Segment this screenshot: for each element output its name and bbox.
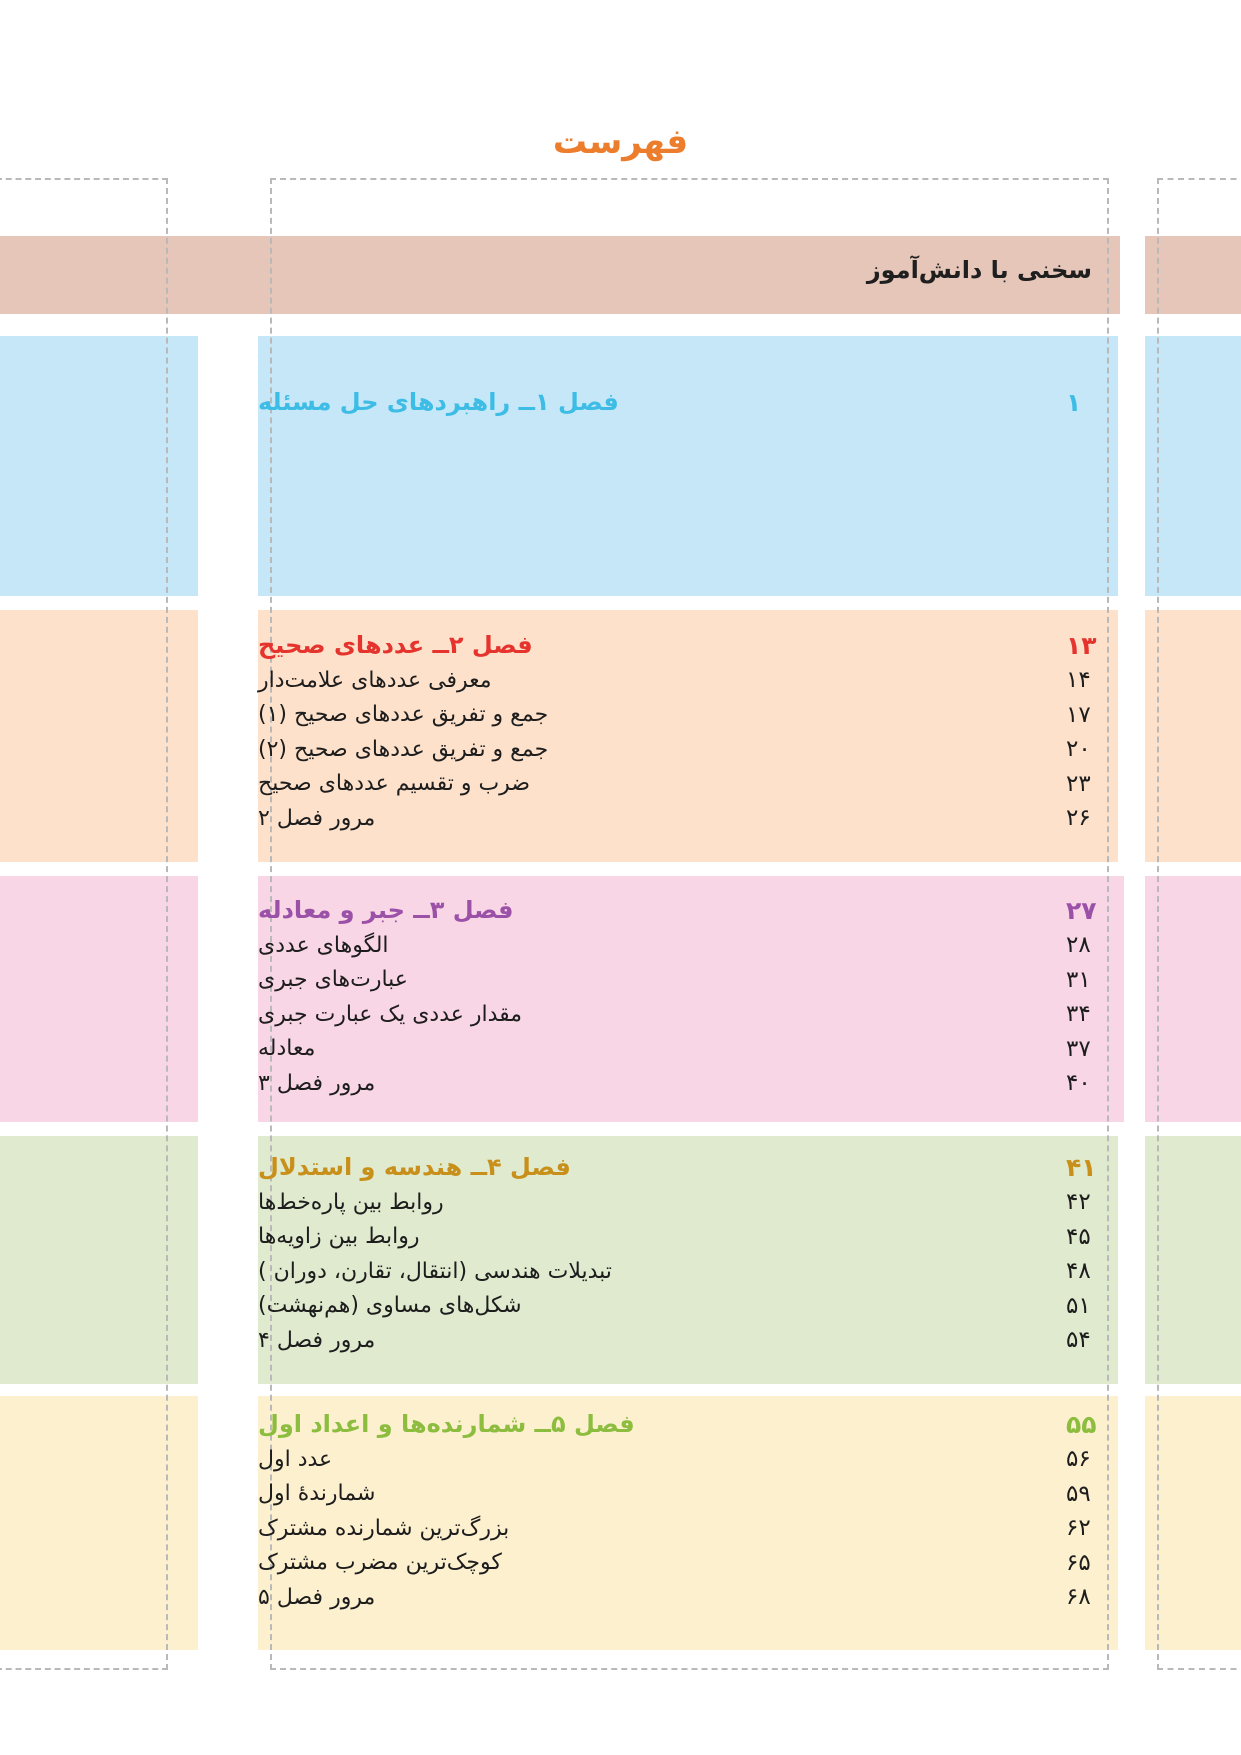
chapter-3	[258, 892, 1097, 1101]
toc-entry-page: ۵۶	[1066, 1446, 1091, 1473]
toc-entry-page: ۵۱	[1066, 1292, 1091, 1319]
ch1-band-left	[0, 336, 198, 596]
toc-entry-page: ۶۵	[1066, 1549, 1091, 1576]
chapter-heading-row[interactable]	[258, 1149, 1097, 1185]
toc-entry-title: مرور فصل ۴	[258, 1327, 376, 1353]
toc-entry[interactable]	[258, 1323, 1094, 1358]
toc-entry[interactable]	[258, 732, 1094, 767]
toc-entry[interactable]	[258, 1442, 1094, 1477]
toc-entry-title: جمع و تفریق عددهای صحیح (۱)	[258, 702, 549, 728]
ch3-band-left	[0, 876, 198, 1122]
toc-entry-title: شکل‌های مساوی (هم‌نهشت)	[258, 1293, 522, 1319]
chapter-title: فصل ۳ــ جبر و معادله	[258, 896, 514, 924]
intro-heading: سخنی با دانش‌آموز	[866, 256, 1092, 284]
toc-entry-page: ۲۳	[1066, 770, 1091, 797]
chapter-1	[258, 384, 1094, 420]
chapter-page-number: ۱۳	[1066, 630, 1097, 660]
ch2-band-left	[0, 610, 198, 862]
toc-entry-page: ۲۰	[1066, 736, 1091, 763]
toc-entry[interactable]	[258, 1546, 1094, 1581]
toc-entry-page: ۴۰	[1066, 1070, 1091, 1097]
toc-entry[interactable]	[258, 1511, 1094, 1546]
toc-entry-title: ضرب و تقسیم عددهای صحیح	[258, 771, 531, 797]
toc-entry[interactable]	[258, 997, 1094, 1032]
toc-entry-page: ۳۴	[1066, 1001, 1091, 1028]
chapter-heading-row[interactable]	[258, 384, 1094, 420]
toc-entry-title: عبارت‌های جبری	[258, 967, 408, 993]
ch1-band-main	[258, 336, 1118, 596]
ch1-band-right	[1145, 336, 1241, 596]
chapter-page-number: ۱	[1066, 387, 1082, 417]
chapter-heading-row[interactable]	[258, 627, 1097, 663]
toc-entry-title: معادله	[258, 1036, 316, 1062]
chapter-title: فصل ۱ــ راهبردهای حل مسئله	[258, 388, 619, 416]
chapter-5	[258, 1406, 1097, 1615]
toc-entry-page: ۳۷	[1066, 1035, 1091, 1062]
toc-entry[interactable]	[258, 1220, 1094, 1255]
toc-entry-title: مرور فصل ۳	[258, 1070, 376, 1096]
toc-entry-page: ۲۶	[1066, 805, 1091, 832]
intro-band-right	[1145, 236, 1241, 314]
chapter-title: فصل ۵ــ شمارنده‌ها و اعداد اول	[258, 1410, 635, 1438]
toc-entry[interactable]	[258, 698, 1094, 733]
ch5-band-right	[1145, 1396, 1241, 1650]
toc-entry-title: عدد اول	[258, 1446, 333, 1472]
toc-entry-page: ۱۷	[1066, 701, 1091, 728]
toc-entry-page: ۶۸	[1066, 1584, 1091, 1611]
toc-entry-title: کوچک‌ترین مضرب مشترک	[258, 1550, 502, 1576]
toc-entry-title: شمارندهٔ اول	[258, 1481, 376, 1507]
toc-entry-page: ۴۲	[1066, 1189, 1091, 1216]
toc-entry-title: معرفی عددهای علامت‌دار	[258, 667, 492, 693]
toc-entry[interactable]	[258, 1032, 1094, 1067]
toc-entry-page: ۳۱	[1066, 966, 1091, 993]
toc-entry[interactable]	[258, 963, 1094, 998]
toc-entry[interactable]	[258, 1477, 1094, 1512]
ch4-band-right	[1145, 1136, 1241, 1384]
toc-entry[interactable]	[258, 767, 1094, 802]
toc-entry-page: ۲۸	[1066, 932, 1091, 959]
toc-entry-title: روابط بین زاویه‌ها	[258, 1224, 420, 1250]
chapter-4	[258, 1149, 1097, 1358]
toc-entry-page: ۱۴	[1066, 667, 1091, 694]
toc-entry[interactable]	[258, 928, 1094, 963]
chapter-page-number: ۲۷	[1066, 895, 1097, 925]
toc-entry-title: تبدیلات هندسی (انتقال، تقارن، دوران )	[258, 1258, 612, 1284]
toc-entry[interactable]	[258, 1066, 1094, 1101]
toc-entry[interactable]	[258, 801, 1094, 836]
chapter-heading-row[interactable]	[258, 892, 1097, 928]
ch3-band-right	[1145, 876, 1241, 1122]
toc-entry-title: الگوهای عددی	[258, 932, 389, 958]
toc-entry-page: ۴۸	[1066, 1258, 1091, 1285]
toc-entry-title: روابط بین پاره‌خط‌ها	[258, 1189, 444, 1215]
toc-entry-title: جمع و تفریق عددهای صحیح (۲)	[258, 736, 549, 762]
toc-entry[interactable]	[258, 1185, 1094, 1220]
chapter-2	[258, 627, 1097, 836]
toc-entry[interactable]	[258, 1289, 1094, 1324]
chapter-page-number: ۴۱	[1066, 1152, 1097, 1182]
toc-entry-page: ۶۲	[1066, 1515, 1091, 1542]
page-title: فهرست	[552, 122, 689, 162]
toc-entry[interactable]	[258, 663, 1094, 698]
ch2-band-right	[1145, 610, 1241, 862]
toc-entry-title: مقدار عددی یک عبارت جبری	[258, 1001, 523, 1027]
toc-entry-page: ۵۹	[1066, 1480, 1091, 1507]
toc-entry-title: بزرگ‌ترین شمارنده مشترک	[258, 1515, 510, 1541]
ch5-band-left	[0, 1396, 198, 1650]
toc-entry-page: ۴۵	[1066, 1223, 1091, 1250]
toc-entry-title: مرور فصل ۵	[258, 1584, 376, 1610]
chapter-heading-row[interactable]	[258, 1406, 1097, 1442]
toc-entry[interactable]	[258, 1254, 1094, 1289]
toc-entry-page: ۵۴	[1066, 1327, 1091, 1354]
chapter-title: فصل ۴ــ هندسه و استدلال	[258, 1153, 571, 1181]
ch4-band-left	[0, 1136, 198, 1384]
chapter-title: فصل ۲ــ عددهای صحیح	[258, 631, 533, 659]
toc-entry[interactable]	[258, 1580, 1094, 1615]
chapter-page-number: ۵۵	[1066, 1409, 1097, 1439]
toc-entry-title: مرور فصل ۲	[258, 805, 376, 831]
